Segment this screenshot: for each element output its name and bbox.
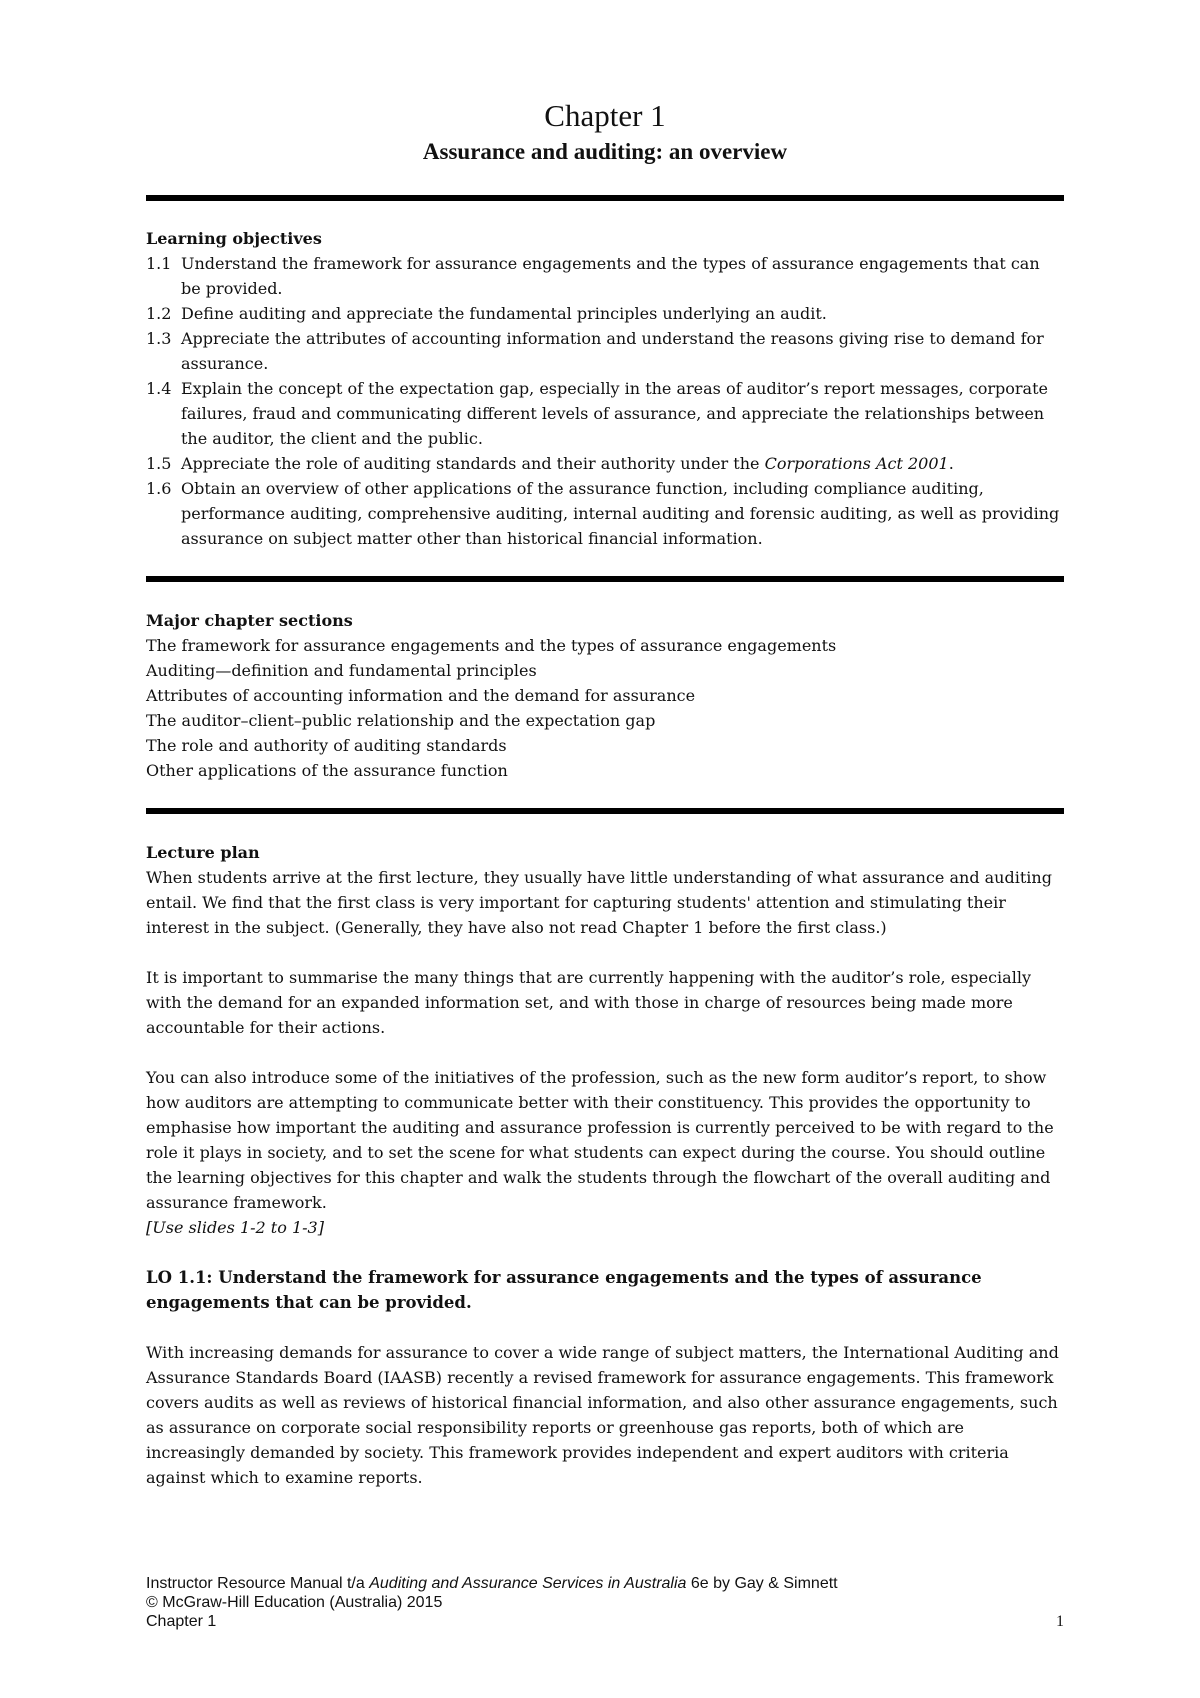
learning-objectives-section [146,226,1064,551]
objective-number: 1.2 [146,304,172,323]
lecture-plan-heading: Lecture plan [146,843,260,862]
chapter-title: Chapter 1 [544,98,666,133]
act-title: Corporations Act 2001 [764,454,949,473]
footer-chapter: Chapter 1 [146,1613,217,1630]
lecture-paragraph: It is important to summarise the many things that are currently happening with the auditor’s role, especially with the demand for an expanded information set, and with those in charge of resources being made more accountable for their actions. [146,968,1031,1037]
footer-text: Instructor Resource Manual t/a [146,1575,370,1592]
objective-number: 1.4 [146,379,172,398]
objective-item [146,251,1064,301]
section-item: Attributes of accounting information and the demand for assurance [146,686,696,705]
major-sections-section [146,608,1064,783]
footer-text: 6e by Gay & Simnett [686,1575,838,1592]
footer-line [146,1574,1064,1593]
objective-text: Obtain an overview of other applications of the assurance function, including compliance auditing, performance auditing, comprehensive auditing, internal auditing and forensic auditing, as well as providing assurance on subject matter other than historical financial information. [181,479,1060,548]
book-title: Auditing and Assurance Services in Australia [369,1575,687,1592]
lecture-paragraph: You can also introduce some of the initiatives of the profession, such as the new form auditor’s report, to show how auditors are attempting to communicate better with their constituency. This provides the opportunity to emphasise how important the auditing and assurance profession is currently perceived to be with regard to the role it plays in society, and to set the scene for what students can expect during the course. You should outline the learning objectives for this chapter and walk the students through the flowchart of the overall auditing and assurance framework. [146,1068,1054,1212]
objective-text: Appreciate the attributes of accounting information and understand the reasons giving rise to demand for assurance. [181,329,1044,373]
slides-reference: [Use slides 1-2 to 1-3] [146,1218,324,1237]
divider-rule [146,195,1064,201]
major-sections-heading: Major chapter sections [146,611,353,630]
section-item: The auditor–client–public relationship and the expectation gap [146,711,656,730]
objective-text [181,451,1064,476]
objective-item [146,376,1064,451]
objective-item [146,301,1064,326]
objective-number: 1.5 [146,454,172,473]
objective-text: Explain the concept of the expectation gap, especially in the areas of auditor’s report messages, corporate failures, fraud and communicating different levels of assurance, and appreciate the relationships between the auditor, the client and the public. [181,379,1048,448]
objective-text: Define auditing and appreciate the fundamental principles underlying an audit. [181,304,827,323]
section-item: Other applications of the assurance function [146,761,508,780]
objective-number: 1.1 [146,254,172,273]
lecture-plan-section [146,840,1064,1490]
section-item: Auditing—definition and fundamental principles [146,661,537,680]
section-item: The role and authority of auditing standards [146,736,507,755]
objective-number: 1.3 [146,329,172,348]
objective-text-part: . [948,454,954,473]
divider-rule [146,576,1064,582]
lecture-paragraph: With increasing demands for assurance to cover a wide range of subject matters, the International Auditing and Assurance Standards Board (IAASB) recently a revised framework for assurance engagements. This framework covers audits as well as reviews of historical financial information, and also other assurance engagements, such as assurance on corporate social responsibility reports or greenhouse gas reports, both of which are increasingly demanded by society. This framework provides independent and expert auditors with criteria against which to examine reports. [146,1343,1059,1487]
footer-row [146,1612,1064,1631]
objective-item [146,326,1064,376]
objective-item [146,451,1064,476]
objective-item [146,476,1064,551]
page-footer [146,1574,1064,1631]
divider-rule [146,808,1064,814]
objective-text-part: Appreciate the role of auditing standards and their authority under the [181,454,765,473]
learning-objectives-heading: Learning objectives [146,229,322,248]
chapter-subtitle: Assurance and auditing: an overview [422,139,788,164]
lecture-paragraph: When students arrive at the first lecture, they usually have little understanding of what assurance and auditing entail. We find that the first class is very important for capturing students' attention and stimulating their interest in the subject. (Generally, they have also not read Chapter 1 before the first class.) [146,868,1052,937]
objective-number: 1.6 [146,479,172,498]
section-item: The framework for assurance engagements and the types of assurance engagements [146,636,837,655]
page-number: 1 [1056,1613,1064,1630]
copyright-line: © McGraw-Hill Education (Australia) 2015 [146,1594,443,1611]
objective-text: Understand the framework for assurance engagements and the types of assurance engagements that can be provided. [181,254,1040,298]
lo-heading: LO 1.1: Understand the framework for assurance engagements and the types of assurance engagements that can be provided. [146,1268,982,1312]
